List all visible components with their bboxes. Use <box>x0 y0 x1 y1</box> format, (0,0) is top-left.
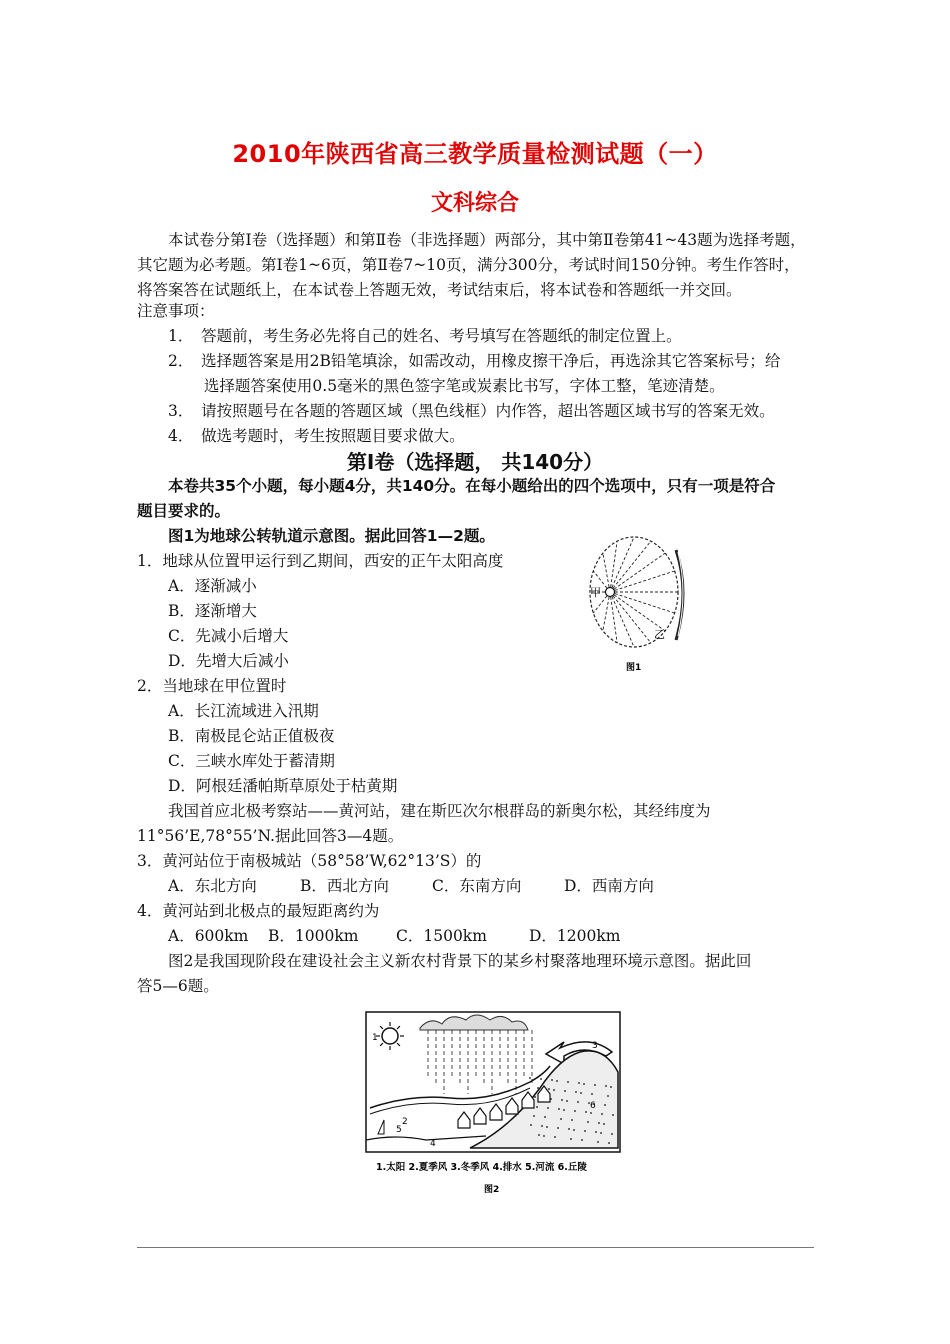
fig1-caption: 图1 <box>626 663 642 673</box>
q3-option-c: C．东南方向 <box>432 877 522 895</box>
q1-option-c: C．先减小后增大 <box>168 627 289 645</box>
q3-option-a: A．东北方向 <box>168 877 257 895</box>
passage2-line-2: 11°56’E,78°55’N.据此回答3—4题。 <box>137 827 404 845</box>
fig2-num-3: 3 <box>592 1041 598 1051</box>
figure-1-orbit-diagram <box>584 530 694 680</box>
q4-option-a: A．600km <box>168 927 249 945</box>
intro-line-2: 其它题为必考题。第Ⅰ卷1~6页，第Ⅱ卷7~10页，满分300分，考试时间150分钟。考生作答时， <box>137 256 800 274</box>
notice-item-3: 3． 请按照题号在各题的答题区域（黑色线框）内作答，超出答题区域书写的答案无效。 <box>168 402 775 420</box>
fig2-legend: 1.太阳 2.夏季风 3.冬季风 4.排水 5.河流 6.丘陵 <box>376 1162 587 1173</box>
q1-option-d: D．先增大后减小 <box>168 652 289 670</box>
fig2-caption: 图2 <box>484 1185 500 1195</box>
q2-option-a: A．长江流域进入汛期 <box>168 702 319 720</box>
q4-option-c: C．1500km <box>396 927 487 945</box>
passage3-line-2: 答5—6题。 <box>137 977 219 995</box>
notice-item-2-cont: 选择题答案使用0.5毫米的黑色签字笔或炭素比书写，字体工整，笔迹清楚。 <box>168 377 725 395</box>
q2-option-d: D．阿根廷潘帕斯草原处于枯黄期 <box>168 777 398 795</box>
fig2-num-6: 6 <box>590 1101 596 1111</box>
intro-line-3: 将答案答在试题纸上，在本试卷上答题无效，考试结束后，将本试卷和答题纸一并交回。 <box>137 281 742 299</box>
q4-option-b: B．1000km <box>268 927 359 945</box>
q3-option-d: D．西南方向 <box>564 877 654 895</box>
q2-option-c: C．三峡水库处于蓄清期 <box>168 752 335 770</box>
section-desc-1: 本卷共35个小题，每小题4分，共140分。在每小题给出的四个选项中，只有一项是符合 <box>168 477 776 495</box>
footer-divider <box>137 1247 814 1248</box>
q1-stem: 1．地球从位置甲运行到乙期间，西安的正午太阳高度 <box>137 552 504 570</box>
intro-line-1: 本试卷分第Ⅰ卷（选择题）和第Ⅱ卷（非选择题）两部分，其中第Ⅱ卷第41~43题为选择考题， <box>168 231 806 249</box>
q2-option-b: B．南极昆仑站正值极夜 <box>168 727 335 745</box>
q4-option-d: D．1200km <box>529 927 621 945</box>
q2-stem: 2．当地球在甲位置时 <box>137 677 287 695</box>
fig2-num-1: 1 <box>372 1033 378 1043</box>
q3-option-b: B．西北方向 <box>300 877 389 895</box>
fig2-num-5: 5 <box>396 1125 402 1135</box>
passage3-line-1: 图2是我国现阶段在建设社会主义新农村背景下的某乡村聚落地理环境示意图。据此回 <box>168 952 752 970</box>
fig2-num-2: 2 <box>402 1117 408 1127</box>
q1-option-b: B．逐渐增大 <box>168 602 257 620</box>
fig1-intro: 图1为地球公转轨道示意图。据此回答1—2题。 <box>168 527 495 545</box>
notice-item-1: 1． 答题前，考生务必先将自己的姓名、考号填写在答题纸的制定位置上。 <box>168 327 682 345</box>
notice-item-2: 2． 选择题答案是用2B铅笔填涂，如需改动，用橡皮擦干净后，再选涂其它答案标号；给 <box>168 352 781 370</box>
exam-title: 2010年陕西省高三教学质量检测试题（一） <box>232 140 718 168</box>
fig1-label-yi: 乙 <box>654 628 665 641</box>
passage2-line-1: 我国首应北极考察站——黄河站，建在斯匹次尔根群岛的新奥尔松，其经纬度为 <box>168 802 711 820</box>
section-desc-2: 题目要求的。 <box>137 502 231 520</box>
notice-item-4: 4． 做选考题时，考生按照题目要求做大。 <box>168 427 465 445</box>
q4-stem: 4．黄河站到北极点的最短距离约为 <box>137 902 380 920</box>
q3-stem: 3．黄河站位于南极城站（58°58’W,62°13’S）的 <box>137 852 482 870</box>
q1-option-a: A．逐渐减小 <box>168 577 257 595</box>
notice-label: 注意事项： <box>137 302 215 320</box>
q4-options <box>168 924 620 949</box>
fig1-label-jia: 甲 <box>590 586 601 599</box>
section-title: 第Ⅰ卷（选择题， 共140分） <box>346 450 604 474</box>
fig2-num-4: 4 <box>430 1139 436 1149</box>
figure-2-settlement-diagram <box>360 1008 630 1198</box>
exam-subtitle: 文科综合 <box>430 191 519 216</box>
q3-options <box>168 874 654 899</box>
